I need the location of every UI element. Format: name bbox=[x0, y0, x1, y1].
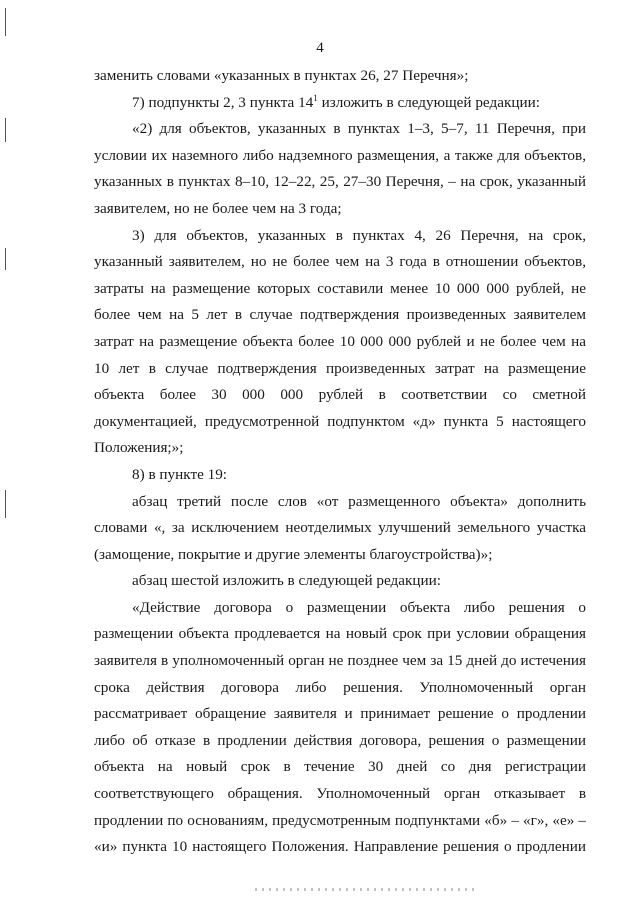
text-line bbox=[94, 90, 586, 117]
text-line: 8) в пункте 19: bbox=[132, 465, 228, 483]
text-line: абзац шестой изложить в следующей редакции: bbox=[132, 572, 441, 590]
text-line: затрат на размещение объекта более 10 000 000 рублей и не более чем на bbox=[94, 332, 586, 350]
text-line: срока действия договора либо решения. Уполномоченный орган bbox=[94, 678, 586, 696]
text-line: (замощение, покрытие и другие элементы благоустройства)»; bbox=[94, 545, 493, 563]
text-line: соответствующего обращения. Уполномоченный орган отказывает в bbox=[94, 785, 586, 803]
text-line: либо об отказе в продлении действия договора, решения о размещении bbox=[94, 731, 586, 749]
page-number: 4 bbox=[316, 40, 324, 56]
text-line-end: изложить в следующей редакции: bbox=[317, 93, 540, 111]
text-line: «и» пункта 10 настоящего Положения. Направление решения о продлении bbox=[94, 838, 586, 856]
text-line: объекта на новый срок в течение 30 дней со дня регистрации bbox=[94, 758, 586, 776]
text-line: «2) для объектов, указанных в пунктах 1–3, 5–7, 11 Перечня, при bbox=[132, 120, 586, 138]
text-line: указанный заявителем, но не более чем на 3 года в отношении объектов, bbox=[94, 253, 586, 271]
text-line: «Действие договора о размещении объекта либо решения о bbox=[132, 598, 586, 616]
text-line: заменить словами «указанных в пунктах 26, 27 Перечня»; bbox=[94, 67, 469, 84]
text-line: документацией, предусмотренной подпунктом «д» пункта 5 настоящего bbox=[94, 412, 586, 430]
scan-artifact bbox=[5, 248, 6, 270]
text-line: продлении по основаниям, предусмотренным подпунктами «б» – «г», «е» – bbox=[94, 811, 586, 829]
superscript: 1 bbox=[313, 92, 318, 103]
scan-artifact bbox=[5, 8, 6, 36]
scan-artifact bbox=[5, 118, 6, 142]
text-line: рассматривает обращение заявителя и принимает решение о продлении bbox=[94, 705, 586, 723]
text-line: словами «, за исключением неотделимых улучшений земельного участка bbox=[94, 519, 586, 537]
text-line: объекта более 30 000 000 рублей в соответствии со сметной bbox=[94, 386, 586, 404]
text-line: указанных в пунктах 8–10, 12–22, 25, 27–30 Перечня, – на срок, указанный bbox=[94, 173, 586, 191]
scan-artifact bbox=[255, 888, 475, 891]
text-line: Положения;»; bbox=[94, 439, 184, 457]
text-line: затраты на размещение которых составили менее 10 000 000 рублей, не bbox=[94, 279, 586, 297]
text-line: условии их наземного либо надземного размещения, а также для объектов, bbox=[94, 146, 586, 164]
text-line: размещении объекта продлевается на новый срок при условии обращения bbox=[94, 625, 586, 643]
text-line: более чем на 5 лет в случае подтверждения произведенных заявителем bbox=[94, 306, 586, 324]
text-line: 3) для объектов, указанных в пунктах 4, 26 Перечня, на срок, bbox=[132, 226, 586, 244]
text-line: 10 лет в случае подтверждения произведенных затрат на размещение bbox=[94, 359, 586, 377]
document-body bbox=[94, 63, 586, 861]
text-line: заявителем, но не более чем на 3 года; bbox=[94, 199, 342, 217]
scan-artifact bbox=[5, 490, 6, 518]
text-line-start: 7) подпункты 2, 3 пункта 14 bbox=[132, 93, 314, 111]
text-line: заявителя в уполномоченный орган не позднее чем за 15 дней до истечения bbox=[94, 652, 586, 670]
text-line: абзац третий после слов «от размещенного объекта» дополнить bbox=[132, 492, 586, 510]
